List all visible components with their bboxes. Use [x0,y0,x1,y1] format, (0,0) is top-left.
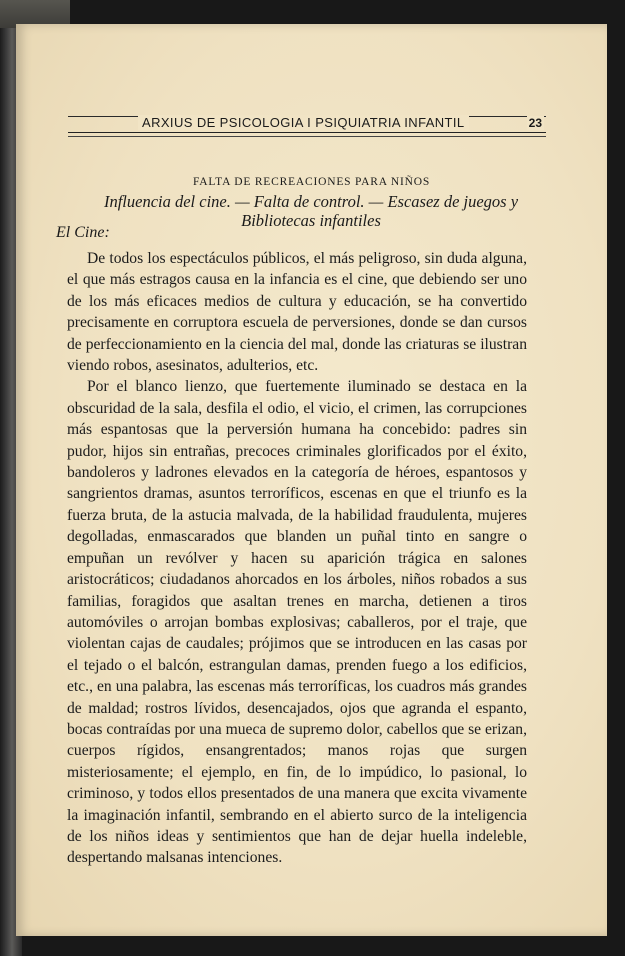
running-head [68,110,546,140]
body-text [67,248,527,869]
section-title: FALTA DE RECREACIONES PARA NIÑOS [192,176,431,188]
subheading: El Cine: [56,224,110,241]
paragraph: Por el blanco lienzo, que fuertemente iluminado se destaca en la obscuridad de la sala, desfila el odio, el vicio, el crimen, las corrupciones más espantosas que la perversión humana ha concebido: padres sin pudor, hijos sin entrañas, precoces criminales glorificados por el éxito, bandoleros y ladrones elevados en la categoría de héroes, espantosos y sangrientos dramas, asuntos terroríficos, escenas en que el triunfo es la fuerza bruta, de la astucia malvada, de la habilidad fraudulenta, mujeres degolladas, enmascarados que blanden un puñal tinto en sangre o empuñan un revólver y hacen su aparición trágica en salones aristocráticos; ciudadanos ahorcados en los árboles, niños robados a sus familias, foragidos que asaltan trenes en marcha, detienen a tiros automóviles o arrojan bombas explosivas; caballeros, por el traje, que violentan cajas de caudales; prójimos que se introducen en las casas por el tejado o el balcón, estrangulan damas, prenden fuego a los edificios, etc., en una palabra, las escenas más terroríficas, los cuadros más grandes de maldad; rostros lívidos, desencajados, ojos que agranda el espanto, bocas contraídas por una mueca de supremo dolor, cabellos que se erizan, cuerpos rígidos, ensangrentados; manos rojas que surgen misteriosamente; el ejemplo, en fin, de lo impúdico, lo pasional, lo criminoso, y todos ellos presentados de una manera que excita vivamente la imaginación infantil, sembrando en el abierto surco de la inteligencia de los niños ideas y sentimientos que han de dejar huella indeleble, despertando malsanas intenciones. [67,378,527,867]
section-subtitle: Influencia del cine. — Falta de control. — Escasez de juegos y Bibliotecas infantiles [103,192,519,230]
page-number: 23 [528,116,542,130]
book-page [16,24,607,936]
header-rule-bottom-thin [68,136,546,137]
paragraph: De todos los espectáculos públicos, el más peligroso, sin duda alguna, el que más estragos causa en la infancia es el cine, que debiendo ser uno de los más eficaces medios de cultura y educación, se ha convertido precisamente en corruptora escuela de perversiones, donde se dan cursos de perfeccionamiento en la ciencia del mal, donde las criaturas se ilustran viendo robos, asesinatos, adulterios, etc. [67,250,527,375]
journal-title: ARXIUS DE PSICOLOGIA I PSIQUIATRIA INFANTIL [138,115,469,130]
header-rule-bottom [68,132,546,133]
